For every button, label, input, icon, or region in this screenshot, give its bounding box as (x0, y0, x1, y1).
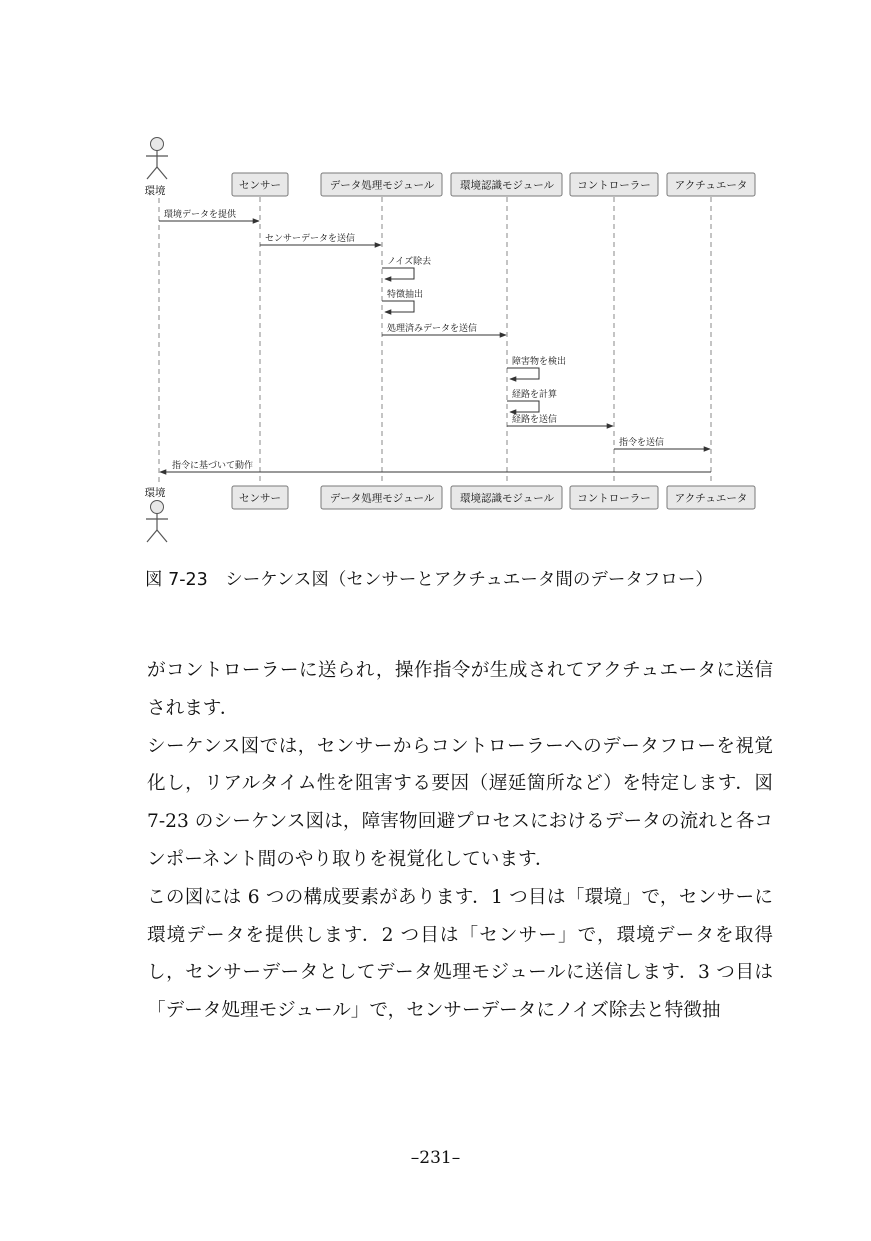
participant-act-top (667, 173, 755, 196)
participant-ctrl-top (570, 173, 658, 196)
participant-label: アクチュエータ (674, 492, 748, 505)
message-8 (507, 413, 613, 426)
message-4 (382, 288, 423, 312)
actor-env-top (145, 138, 169, 198)
participant-label: 環境認識モジュール (459, 492, 555, 505)
self-message-arrow (382, 268, 414, 279)
message-10 (160, 459, 711, 472)
message-label: 経路を計算 (512, 390, 558, 400)
message-label: 指令に基づいて動作 (172, 461, 254, 471)
participant-label: アクチュエータ (674, 179, 748, 192)
message-label: 経路を送信 (512, 415, 558, 425)
actor-label: 環境 (144, 487, 166, 499)
paragraph: がコントローラーに送られ，操作指令が生成されてアクチュエータに送信されます． (147, 660, 773, 719)
participant-label: センサー (239, 492, 281, 505)
self-message-arrow (507, 368, 539, 379)
message-3 (382, 255, 431, 279)
message-label: 特徴抽出 (387, 290, 424, 300)
self-message-arrow (382, 301, 414, 312)
message-label: 環境データを提供 (164, 210, 237, 220)
actor-icon (151, 501, 164, 514)
participant-sensor-bottom (232, 486, 288, 509)
participant-act-bottom (667, 486, 755, 509)
figure-caption: 図 7-23 シーケンス図（センサーとアクチュエータ間のデータフロー） (145, 570, 713, 590)
page-number: –231– (410, 1148, 461, 1168)
participant-label: データ処理モジュール (329, 492, 435, 505)
participant-dpm-top (321, 173, 442, 196)
actor-label: 環境 (144, 185, 166, 197)
body-text (147, 652, 773, 1030)
message-label: 指令を送信 (619, 438, 665, 448)
participant-erm-top (451, 173, 562, 196)
participant-label: センサー (239, 179, 281, 192)
participant-label: データ処理モジュール (329, 179, 435, 192)
paragraph: この図には 6 つの構成要素があります．1 つ目は「環境」で，センサーに環境データを提供します．2 つ目は「センサー」で，環境データを取得し，センサーデータとしてデータ処理モジュールに送信します．3 つ目は「データ処理モジュール」で，センサーデータにノイズ除去と特徴抽 (147, 886, 773, 1022)
message-label: センサーデータを送信 (265, 234, 356, 244)
participant-label: コントローラー (577, 179, 651, 192)
message-7 (507, 388, 557, 412)
message-5 (382, 322, 506, 335)
participant-sensor-top (232, 173, 288, 196)
participant-label: コントローラー (577, 492, 651, 505)
paragraph: シーケンス図では，センサーからコントローラーへのデータフローを視覚化し，リアルタイム性を阻害する要因（遅延箇所など）を特定します．図 7-23 のシーケンス図は，障害物回避プロセスにおけるデータの流れと各コンポーネント間のやり取りを視覚化しています． (147, 735, 773, 870)
participant-dpm-bottom (321, 486, 442, 509)
message-6 (507, 355, 566, 379)
participant-erm-bottom (451, 486, 562, 509)
message-label: ノイズ除去 (387, 257, 432, 267)
message-label: 処理済みデータを送信 (387, 324, 478, 334)
message-1 (159, 208, 259, 221)
sequence-diagram (0, 0, 871, 560)
participant-label: 環境認識モジュール (459, 179, 555, 192)
actor-icon (151, 138, 164, 151)
actor-env-bottom (145, 486, 169, 542)
self-message-arrow (507, 401, 539, 412)
message-9 (614, 436, 710, 449)
message-2 (260, 232, 381, 245)
participant-ctrl-bottom (570, 486, 658, 509)
message-label: 障害物を検出 (512, 357, 567, 367)
